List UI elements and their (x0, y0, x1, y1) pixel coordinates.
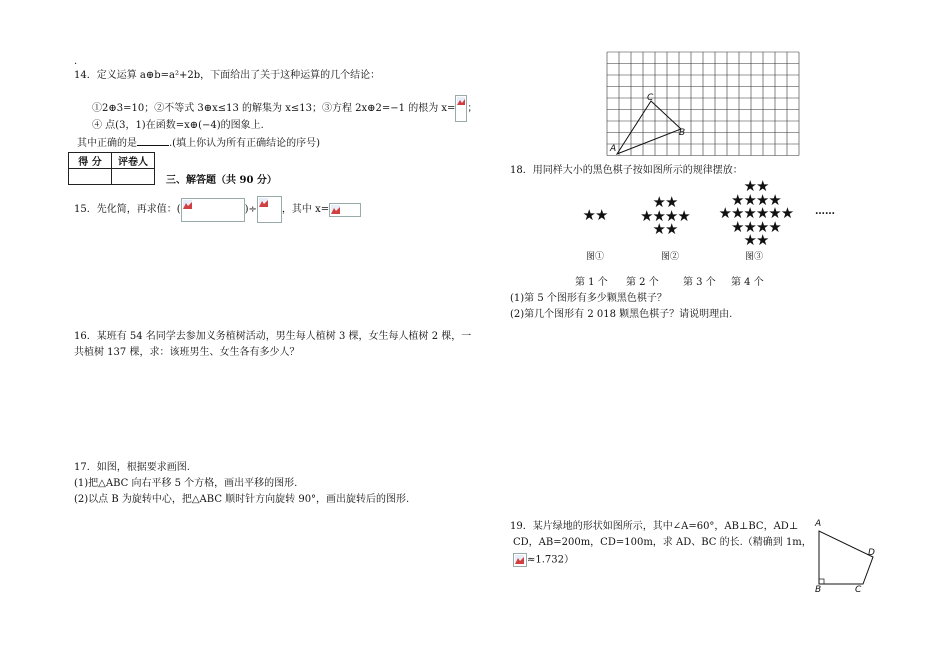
triangle-abc (617, 101, 681, 154)
q14-answer-suffix: .(填上你认为所有正确结论的序号) (169, 138, 320, 149)
grid-label-b: B (679, 128, 686, 138)
formula-image-icon (455, 95, 467, 122)
star-row: ★★ (652, 193, 678, 211)
grid-figure (606, 51, 800, 156)
fig2-label: 图② (661, 252, 680, 262)
grader-header: 评卷人 (112, 153, 155, 169)
star-row: ★★★★ (640, 206, 690, 225)
star-row: ★★ (652, 220, 678, 238)
star-row: ★★ (582, 206, 608, 224)
answer-blank[interactable] (137, 135, 169, 146)
quad-label-a: A (815, 519, 822, 529)
q17-line1: 17．如图，根据要求画图. (74, 462, 190, 473)
q19-line3 (513, 553, 574, 567)
q15-prefix: 15．先化简，再求值：( (74, 204, 181, 215)
q17-line2: (1)把△ABC 向右平移 5 个方格，画出平移的图形. (74, 478, 298, 489)
caption-3: 第 3 个 (683, 277, 716, 288)
caption-2: 第 2 个 (626, 277, 659, 288)
q19-line1: 19．某片绿地的形状如图所示，其中∠A=60°，AB⊥BC，AD⊥ (510, 521, 799, 532)
quadrilateral-abcd (819, 531, 873, 584)
q19-approx: ≈1.732） (527, 554, 575, 566)
q18-sub2: (2)第几个图形有 2 018 颗黑色棋子？请说明理由. (510, 309, 733, 320)
score-header: 得 分 (69, 153, 112, 169)
q17-line3: (2)以点 B 为旋转中心，把△ABC 顺时针方向旋转 90°，画出旋转后的图形. (74, 494, 410, 505)
star-row: ★★★★ (731, 217, 781, 236)
star-row: ★★ (743, 177, 769, 195)
star-row: ★★★★ (731, 190, 781, 209)
right-angle-b (819, 579, 824, 584)
formula-image-icon (329, 203, 361, 217)
q14-answer-prefix: 其中正确的是 (77, 138, 137, 149)
grid-label-a: A (610, 144, 617, 154)
fig1-label: 图① (586, 252, 605, 262)
section-3-title: 三、解答题（共 90 分） (166, 175, 277, 186)
caption-4: 第 4 个 (731, 277, 764, 288)
grid-label-c: C (647, 93, 654, 103)
q18-stem: 18．用同样大小的黑色棋子按如图所示的规律摆放： (510, 165, 743, 176)
q14-answer-line (77, 135, 320, 150)
quad-label-b: B (815, 585, 822, 595)
q15-where: ，其中 x= (281, 204, 330, 215)
score-table (68, 152, 155, 185)
q14-statements-text: ①2⊕3=10；②不等式 3⊕x≤13 的解集为 x≤13；③方程 2x⊕2=−1 的根为 x= (92, 103, 456, 114)
ellipsis: …… (815, 206, 835, 217)
formula-image-icon (181, 198, 245, 222)
grader-cell[interactable] (112, 169, 155, 185)
q16-line2: 共植树 137 棵，求：该班男生、女生各有多少人？ (74, 347, 300, 358)
q14-statement-4: ④ 点(3，1)在函数=x⊕(−4)的图象上. (92, 120, 264, 131)
q14-statements-1 (92, 95, 477, 122)
quad-label-c: C (855, 585, 862, 595)
formula-image-icon (513, 553, 527, 567)
q14-stem: 14．定义运算 a⊕b=a²+2b，下面给出了关于这种运算的几个结论： (74, 70, 381, 81)
score-cell[interactable] (69, 169, 112, 185)
page-dot: . (74, 56, 78, 67)
star-row: ★★★★★★ (718, 204, 794, 222)
formula-image-icon (257, 196, 282, 223)
star-row: ★★ (743, 231, 769, 249)
quad-label-d: D (868, 548, 875, 558)
q15-line (74, 196, 361, 223)
q16-line1: 16．某班有 54 名同学去参加义务植树活动，男生每人植树 3 棵，女生每人植树 2 棵，一 (74, 331, 472, 342)
q19-line2: CD，AB=200m，CD=100m，求 AD、BC 的长.（精确到 1m， (513, 537, 812, 548)
q18-sub1: (1)第 5 个图形有多少颗黑色棋子？ (510, 293, 667, 304)
caption-1: 第 1 个 (575, 277, 608, 288)
q14-semicolon: ； (467, 103, 478, 114)
fig3-label: 图③ (745, 252, 764, 262)
q15-divide: )÷ (244, 204, 257, 215)
